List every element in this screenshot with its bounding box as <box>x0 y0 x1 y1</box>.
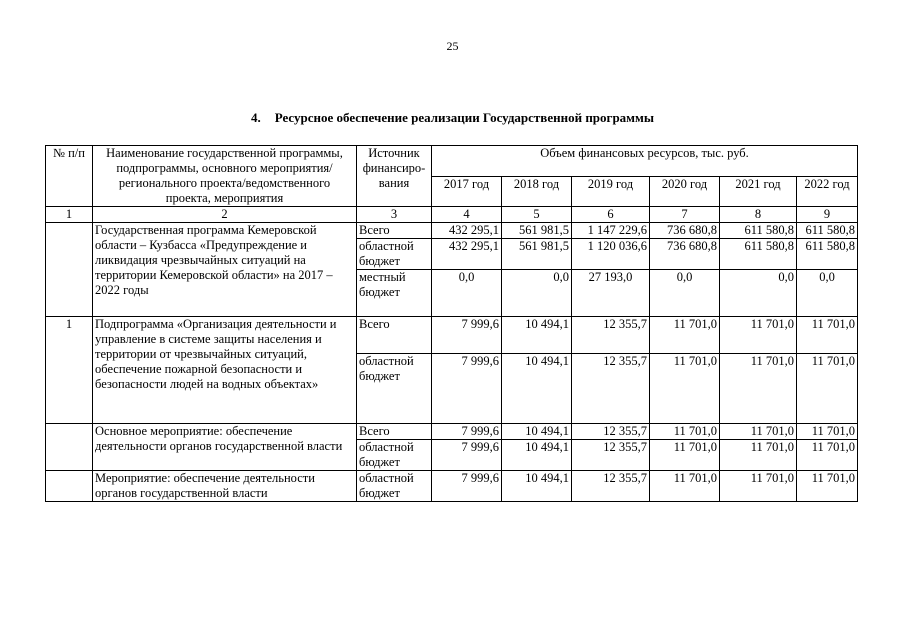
row-name: Мероприятие: обеспечение деятельности органов государственной власти <box>93 471 357 502</box>
column-number: 5 <box>502 207 572 223</box>
value-cell: 432 295,1 <box>432 223 502 239</box>
value-cell: 10 494,1 <box>502 317 572 354</box>
row-source: местный бюджет <box>357 270 432 317</box>
value-cell: 10 494,1 <box>502 440 572 471</box>
value-cell: 11 701,0 <box>720 440 797 471</box>
value-cell: 10 494,1 <box>502 424 572 440</box>
value-cell: 11 701,0 <box>650 354 720 424</box>
value-cell: 0,0 <box>650 270 720 317</box>
value-cell: 11 701,0 <box>797 440 858 471</box>
value-cell: 11 701,0 <box>720 317 797 354</box>
column-number-row <box>46 207 858 223</box>
row-name: Основное мероприятие: обеспечение деятельности органов государственной власти <box>93 424 357 471</box>
header-num: № п/п <box>46 146 93 207</box>
value-cell: 736 680,8 <box>650 223 720 239</box>
value-cell: 0,0 <box>720 270 797 317</box>
value-cell: 561 981,5 <box>502 239 572 270</box>
section-title <box>0 110 905 126</box>
value-cell: 7 999,6 <box>432 354 502 424</box>
column-number: 6 <box>572 207 650 223</box>
header-name: Наименование государственной программы, подпрограммы, основного мероприятия/регионального проекта/ведомственного проекта, мероприятия <box>93 146 357 207</box>
row-num: 1 <box>46 317 93 424</box>
value-cell: 11 701,0 <box>650 317 720 354</box>
value-cell: 0,0 <box>502 270 572 317</box>
value-cell: 1 120 036,6 <box>572 239 650 270</box>
value-cell: 11 701,0 <box>720 424 797 440</box>
table-row <box>46 471 858 502</box>
column-number: 2 <box>93 207 357 223</box>
column-number: 8 <box>720 207 797 223</box>
table-row <box>46 223 858 239</box>
value-cell: 7 999,6 <box>432 471 502 502</box>
value-cell: 10 494,1 <box>502 354 572 424</box>
header-year: 2019 год <box>572 176 650 207</box>
header-year: 2018 год <box>502 176 572 207</box>
row-num <box>46 424 93 471</box>
column-number: 4 <box>432 207 502 223</box>
header-year: 2020 год <box>650 176 720 207</box>
value-cell: 561 981,5 <box>502 223 572 239</box>
value-cell: 7 999,6 <box>432 317 502 354</box>
page-number: 25 <box>446 39 459 53</box>
row-source: областной бюджет <box>357 471 432 502</box>
column-number: 7 <box>650 207 720 223</box>
section-title-text: Ресурсное обеспечение реализации Государственной программы <box>274 110 655 125</box>
row-num <box>46 471 93 502</box>
row-name: Подпрограмма «Организация деятельности и управление в системе защиты населения и территории от чрезвычайных ситуаций, обеспечение пожарной безопасности и безопасности людей на водных объектах» <box>93 317 357 424</box>
value-cell: 611 580,8 <box>720 239 797 270</box>
value-cell: 611 580,8 <box>720 223 797 239</box>
value-cell: 12 355,7 <box>572 424 650 440</box>
value-cell: 12 355,7 <box>572 471 650 502</box>
value-cell: 11 701,0 <box>797 354 858 424</box>
row-source: Всего <box>357 317 432 354</box>
value-cell: 432 295,1 <box>432 239 502 270</box>
row-source: областной бюджет <box>357 354 432 424</box>
value-cell: 11 701,0 <box>797 317 858 354</box>
value-cell: 11 701,0 <box>797 424 858 440</box>
value-cell: 12 355,7 <box>572 317 650 354</box>
row-source: областной бюджет <box>357 239 432 270</box>
value-cell: 7 999,6 <box>432 440 502 471</box>
header-row-1 <box>46 146 858 177</box>
value-cell: 0,0 <box>797 270 858 317</box>
value-cell: 1 147 229,6 <box>572 223 650 239</box>
value-cell: 11 701,0 <box>720 354 797 424</box>
header-source: Источник финансиро-вания <box>357 146 432 207</box>
value-cell: 12 355,7 <box>572 354 650 424</box>
header-volume: Объем финансовых ресурсов, тыс. руб. <box>432 146 858 177</box>
value-cell: 7 999,6 <box>432 424 502 440</box>
column-number: 1 <box>46 207 93 223</box>
header-year: 2017 год <box>432 176 502 207</box>
value-cell: 11 701,0 <box>650 471 720 502</box>
header-year: 2021 год <box>720 176 797 207</box>
value-cell: 0,0 <box>432 270 502 317</box>
value-cell: 27 193,0 <box>572 270 650 317</box>
row-num <box>46 223 93 317</box>
table-row <box>46 317 858 354</box>
value-cell: 611 580,8 <box>797 239 858 270</box>
column-number: 3 <box>357 207 432 223</box>
value-cell: 611 580,8 <box>797 223 858 239</box>
value-cell: 10 494,1 <box>502 471 572 502</box>
row-source: областной бюджет <box>357 440 432 471</box>
value-cell: 12 355,7 <box>572 440 650 471</box>
value-cell: 11 701,0 <box>797 471 858 502</box>
value-cell: 736 680,8 <box>650 239 720 270</box>
resource-table <box>45 145 858 502</box>
value-cell: 11 701,0 <box>720 471 797 502</box>
row-source: Всего <box>357 223 432 239</box>
column-number: 9 <box>797 207 858 223</box>
row-source: Всего <box>357 424 432 440</box>
section-number: 4. <box>250 110 261 125</box>
value-cell: 11 701,0 <box>650 424 720 440</box>
row-name: Государственная программа Кемеровской области – Кузбасса «Предупреждение и ликвидация чрезвычайных ситуаций на территории Кемеровской области» на 2017 – 2022 годы <box>93 223 357 317</box>
value-cell: 11 701,0 <box>650 440 720 471</box>
header-year: 2022 год <box>797 176 858 207</box>
table-row <box>46 424 858 440</box>
